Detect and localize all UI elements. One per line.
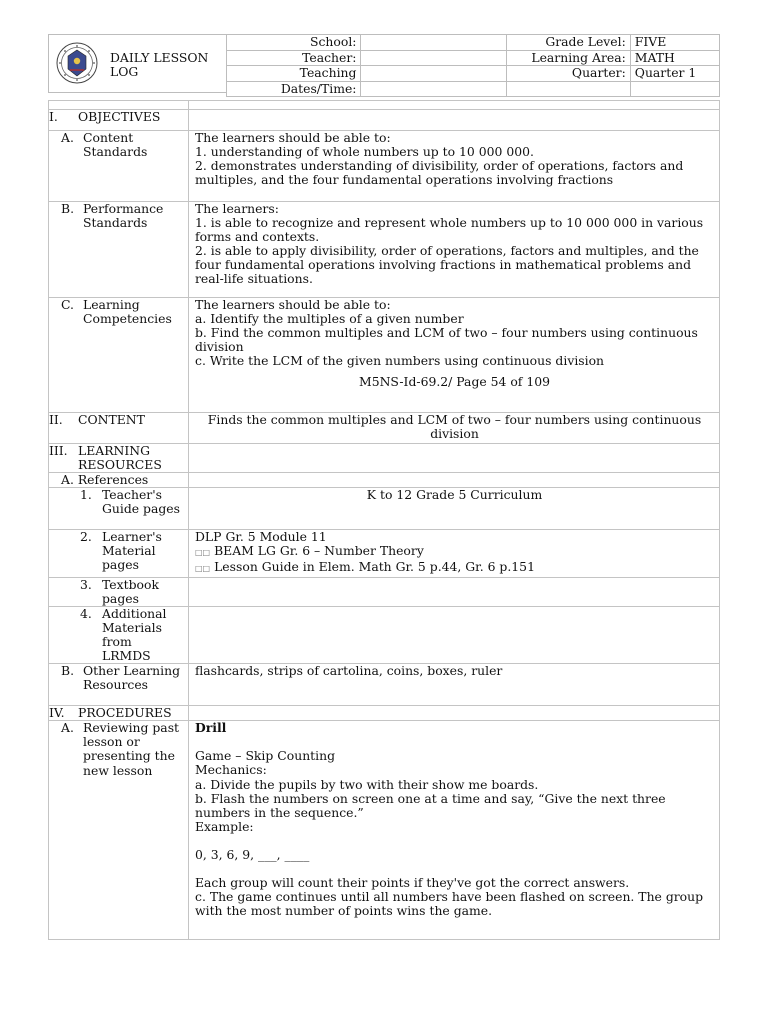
teachers-guide-value: K to 12 Grade 5 Curriculum [189, 488, 720, 530]
row-label: Learner's Material pages [102, 529, 162, 573]
row-label: Performance Standards [83, 201, 164, 231]
lesson-log-table [48, 100, 720, 940]
logo-cell [48, 34, 226, 93]
row-learning-competencies [49, 298, 720, 413]
section-heading: OBJECTIVES [78, 109, 161, 124]
row-additional-materials [49, 606, 720, 663]
school-field[interactable] [361, 35, 506, 51]
text-line: a. Divide the pupils by two with their show me boards. [195, 776, 539, 792]
text-line: The learners: [195, 201, 279, 216]
quarter-label: Quarter: [506, 66, 630, 82]
example-sequence: 0, 3, 6, 9, ___, ____ [195, 846, 310, 862]
log-title: DAILY LESSON LOG [110, 50, 209, 79]
row-marker: 1. [80, 487, 92, 503]
row-other-resources [49, 664, 720, 706]
text-line: 1. is able to recognize and represent whole numbers up to 10 000 000 in various forms and contexts. [195, 215, 704, 245]
row-marker: 2. [80, 529, 92, 545]
bullet-glyph: □□ [195, 564, 211, 574]
text-line: Each group will count their points if they've got the correct answers. [195, 874, 630, 890]
header-grid [226, 34, 720, 97]
row-label: Textbook pages [102, 576, 159, 606]
text-line: b. Flash the numbers on screen one at a time and say, “Give the next three numbers in the sequence.” [195, 790, 666, 820]
learning-area-label: Learning Area: [506, 50, 630, 66]
text-line: BEAM LG Gr. 6 – Number Theory [214, 543, 424, 559]
text-line: c. The game continues until all numbers have been flashed on screen. The group with the most number of points wins the game. [195, 889, 704, 919]
row-label: Learning Competencies [83, 297, 172, 327]
drill-heading: Drill [195, 720, 227, 736]
row-learners-material [49, 530, 720, 577]
row-references [49, 473, 720, 488]
dates-time-label: Dates/Time: [227, 81, 361, 97]
section-learning-resources [49, 444, 720, 473]
text-line: a. Identify the multiples of a given number [195, 311, 464, 327]
row-teachers-guide [49, 488, 720, 530]
text-line: Lesson Guide in Elem. Math Gr. 5 p.44, Gr. 6 p.151 [214, 559, 535, 575]
text-line: DLP Gr. 5 Module 11 [195, 529, 327, 545]
text-line: 2. is able to apply divisibility, order of operations, factors and multiples, and the four fundamental operations involving fractions in mathematical problems and real-life situations. [195, 243, 699, 287]
teaching-label: Teaching [227, 66, 361, 82]
text-line: The learners should be able to: [195, 130, 391, 145]
row-marker: B. [61, 663, 75, 679]
text-line: 2. demonstrates understanding of divisibility, order of operations, factors and multiples, and the four fundamental operations involving fractions [195, 158, 684, 188]
row-marker: 3. [80, 576, 92, 592]
text-line: b. Find the common multiples and LCM of two – four numbers using continuous division [195, 325, 698, 355]
section-heading: PROCEDURES [78, 705, 172, 721]
row-marker: B. [61, 201, 75, 216]
learning-area-value[interactable]: MATH [630, 50, 719, 66]
row-marker: C. [61, 297, 74, 312]
other-resources-value: flashcards, strips of cartolina, coins, boxes, ruler [189, 664, 720, 706]
row-label: Additional Materials from LRMDS [102, 605, 167, 664]
text-line: 1. understanding of whole numbers up to 10 000 000. [195, 144, 534, 160]
teacher-label: Teacher: [227, 50, 361, 66]
row-marker: A. [61, 130, 74, 145]
section-marker: IV. [49, 705, 65, 721]
section-procedures [49, 706, 720, 721]
deped-seal-icon [56, 42, 98, 84]
row-label: Reviewing past lesson or presenting the new lesson [83, 720, 180, 778]
grade-level-value[interactable]: FIVE [630, 35, 719, 51]
text-line: Example: [195, 818, 254, 834]
section-marker: II. [49, 412, 63, 427]
row-performance-standards [49, 202, 720, 298]
teacher-field[interactable] [361, 50, 506, 66]
school-label: School: [227, 35, 361, 51]
content-text: Finds the common multiples and LCM of two – four numbers using continuous division [189, 413, 720, 444]
row-reviewing-past-lesson [49, 721, 720, 940]
row-marker: 4. [80, 605, 92, 621]
row-textbook [49, 577, 720, 606]
row-content-standards [49, 131, 720, 202]
bullet-glyph: □□ [195, 548, 211, 558]
additional-value [189, 606, 720, 663]
teaching-field[interactable] [361, 66, 506, 82]
section-heading: LEARNING RESOURCES [78, 443, 162, 473]
section-marker: I. [49, 109, 58, 124]
section-objectives [49, 110, 720, 131]
row-label: Other Learning Resources [83, 663, 181, 693]
empty-cell [506, 81, 630, 97]
quarter-value[interactable]: Quarter 1 [630, 66, 719, 82]
lesson-log-header [48, 34, 720, 94]
dates-time-field[interactable] [361, 81, 506, 97]
textbook-value [189, 577, 720, 606]
text-line: Mechanics: [195, 762, 267, 778]
section-heading: CONTENT [78, 412, 145, 427]
text-line: Game – Skip Counting [195, 748, 336, 764]
row-label: Teacher's Guide pages [102, 487, 180, 517]
section-content [49, 413, 720, 444]
grade-level-label: Grade Level: [506, 35, 630, 51]
curriculum-code: M5NS-Id-69.2/ Page 54 of 109 [359, 374, 550, 390]
section-marker: III. [49, 443, 68, 458]
text-line: The learners should be able to: [195, 297, 391, 312]
row-marker: A. [61, 720, 74, 736]
text-line: c. Write the LCM of the given numbers using continuous division [195, 353, 605, 369]
references-label: A. References [61, 472, 149, 488]
empty-cell [630, 81, 719, 97]
row-label: Content Standards [83, 130, 148, 160]
